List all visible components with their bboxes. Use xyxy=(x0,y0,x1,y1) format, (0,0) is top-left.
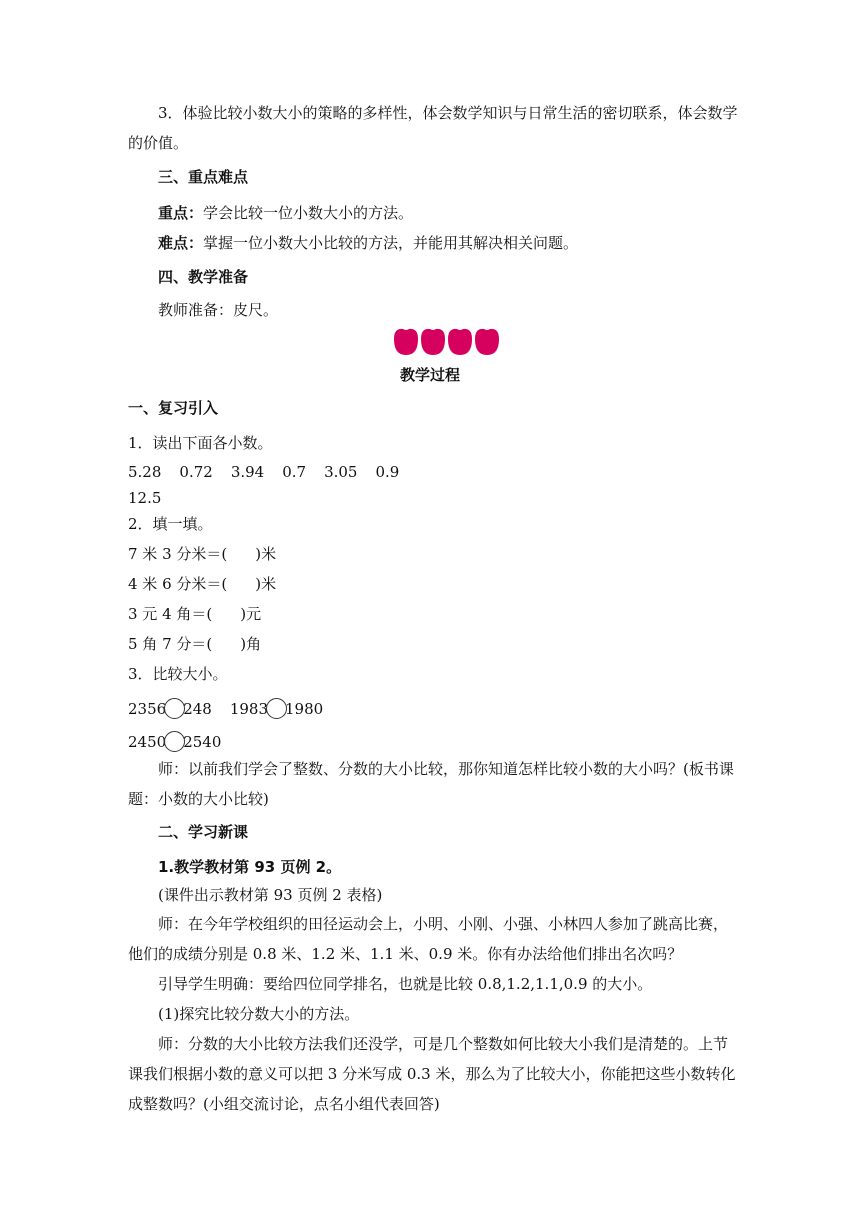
decimal-list xyxy=(128,462,399,482)
compare-row xyxy=(128,731,221,752)
newlesson-title: 二、学习新课 xyxy=(158,823,249,841)
key-point xyxy=(158,203,413,223)
paragraph-1b: 他们的成绩分别是 0.8 米、1.2 米、1.1 米、0.9 米。你有办法给他们排出名次吗？ xyxy=(128,945,683,963)
decimal-last: 12.5 xyxy=(128,489,162,507)
fill-item xyxy=(128,574,276,594)
fill-left: 3 元 4 角＝( xyxy=(128,605,213,623)
compare-b: 1980 xyxy=(285,700,324,718)
teacher-line-2: 题：小数的大小比较) xyxy=(128,790,269,808)
compare-a: 2450 xyxy=(128,733,167,751)
difficult-point xyxy=(158,233,578,253)
fill-right: )元 xyxy=(240,605,262,623)
difficult-point-text: 掌握一位小数大小比较的方法，并能用其解决相关问题。 xyxy=(203,234,579,252)
compare-b: 248 xyxy=(183,700,212,718)
review-q3: 3．比较大小。 xyxy=(128,665,228,683)
fill-left: 5 角 7 分＝( xyxy=(128,635,213,653)
fill-item xyxy=(128,634,261,654)
compare-a: 2356 xyxy=(128,700,167,718)
newlesson-note-1: (课件出示教材第 93 页例 2 表格) xyxy=(158,886,383,904)
fill-right: )米 xyxy=(255,575,277,593)
decimal-item: 3.05 xyxy=(324,463,358,481)
paragraph-4c: 成整数吗？(小组交流讨论，点名小组代表回答) xyxy=(128,1095,440,1113)
paragraph-1a: 师：在今年学校组织的田径运动会上，小明、小刚、小强、小林四人参加了跳高比赛， xyxy=(158,915,729,933)
decimal-item: 0.9 xyxy=(375,463,400,481)
review-q1: 1．读出下面各小数。 xyxy=(128,434,273,452)
goal-3-line-1: 3．体验比较小数大小的策略的多样性，体会数学知识与日常生活的密切联系，体会数学 xyxy=(158,104,738,122)
petal-icon xyxy=(394,329,418,355)
paragraph-4b: 课我们根据小数的意义可以把 3 分米写成 0.3 米，那么为了比较大小，你能把这些小数转化 xyxy=(128,1065,736,1083)
decimal-item: 5.28 xyxy=(128,463,162,481)
teacher-prep: 教师准备：皮尺。 xyxy=(158,301,279,319)
decorative-petals-icon xyxy=(392,327,502,357)
process-title: 教学过程 xyxy=(399,366,460,384)
compare-row xyxy=(128,698,323,719)
goal-3-line-2: 的价值。 xyxy=(128,134,189,152)
compare-circle-icon xyxy=(266,698,287,719)
decimal-item: 3.94 xyxy=(230,463,265,481)
newlesson-item-1: 1.教学教材第 93 页例 2。 xyxy=(158,858,342,876)
review-q2: 2．填一填。 xyxy=(128,515,213,533)
compare-b: 2540 xyxy=(183,733,222,751)
section-4-title: 四、教学准备 xyxy=(158,268,249,286)
teacher-line-1: 师：以前我们学会了整数、分数的大小比较，那你知道怎样比较小数的大小吗？(板书课 xyxy=(158,760,734,778)
petal-icon xyxy=(448,329,472,355)
decimal-item: 0.72 xyxy=(179,463,213,481)
petal-icon xyxy=(421,329,445,355)
paragraph-4a: 师：分数的大小比较方法我们还没学，可是几个整数如何比较大小我们是清楚的。上节 xyxy=(158,1035,729,1053)
paragraph-3: (1)探究比较分数大小的方法。 xyxy=(158,1005,360,1023)
fill-left: 4 米 6 分米＝( xyxy=(128,575,228,593)
fill-item xyxy=(128,544,276,564)
fill-item xyxy=(128,604,261,624)
compare-a: 1983 xyxy=(229,700,269,718)
paragraph-2: 引导学生明确：要给四位同学排名，也就是比较 0.8,1.2,1.1,0.9 的大小。 xyxy=(158,975,653,993)
difficult-point-label: 难点： xyxy=(158,234,204,252)
key-point-text: 学会比较一位小数大小的方法。 xyxy=(203,204,414,222)
section-3-title: 三、重点难点 xyxy=(158,168,249,186)
fill-left: 7 米 3 分米＝( xyxy=(128,545,228,563)
decimal-item: 0.7 xyxy=(282,463,307,481)
petal-icon xyxy=(475,329,499,355)
fill-right: )米 xyxy=(255,545,277,563)
key-point-label: 重点： xyxy=(158,204,204,222)
review-title: 一、复习引入 xyxy=(128,399,219,417)
fill-right: )角 xyxy=(240,635,262,653)
